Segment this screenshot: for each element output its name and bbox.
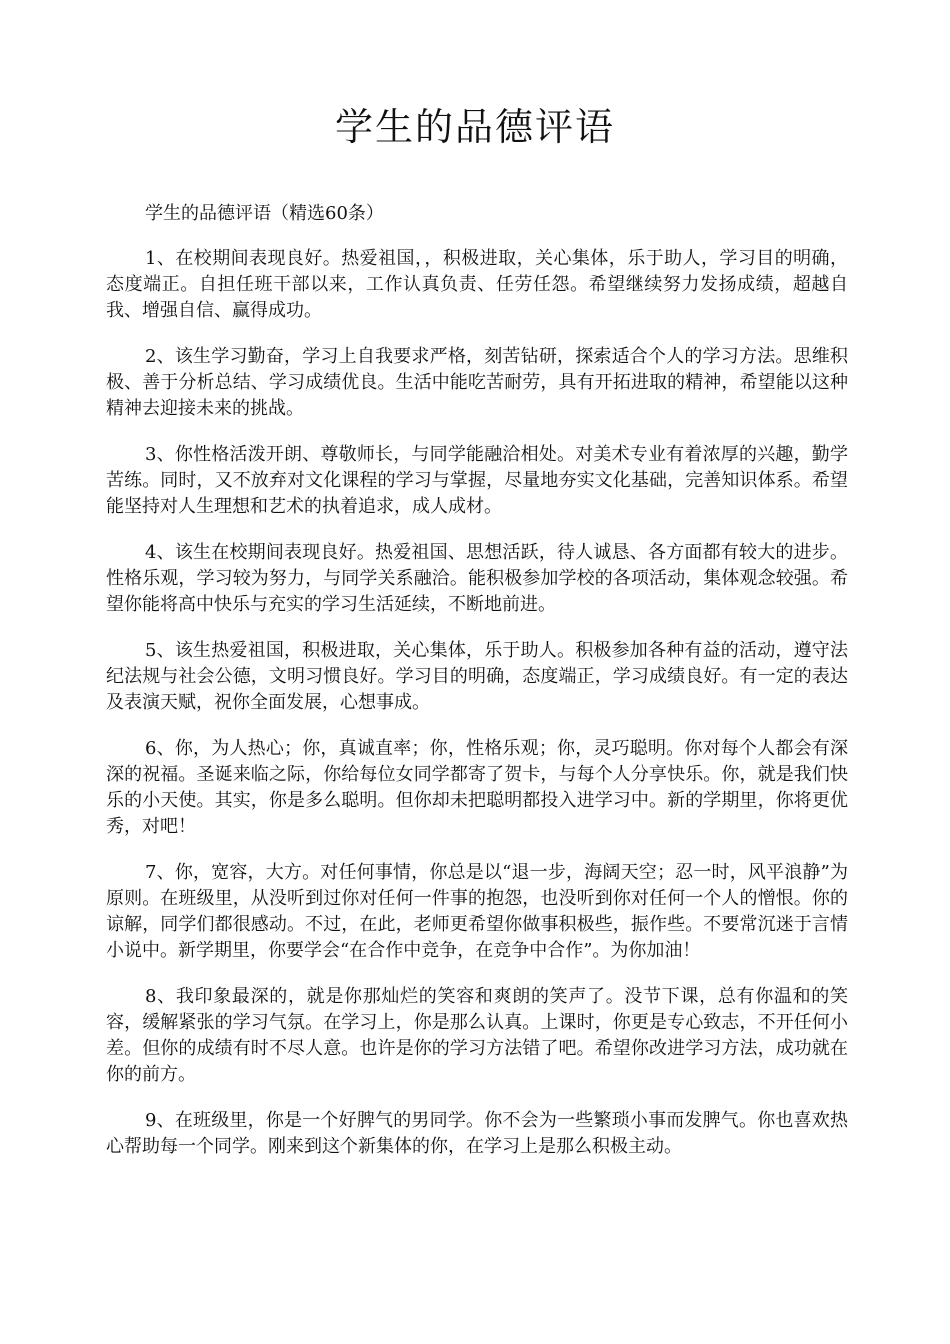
paragraph-2: 2、该生学习勤奋，学习上自我要求严格，刻苦钻研，探索适合个人的学习方法。思维积极、善于分析总结、学习成绩优良。生活中能吃苦耐劳，具有开拓进取的精神，希望能以这种精神去迎接未来的挑战。 [106,346,848,419]
document-body [106,246,848,1180]
paragraph-1: 1、在校期间表现良好。热爱祖国，，积极进取，关心集体，乐于助人，学习目的明确，态度端正。自担任班干部以来，工作认真负责、任劳任怨。希望继续努力发扬成绩，超越自我、增强自信、赢得成功。 [106,248,848,321]
paragraph-5: 5、该生热爱祖国，积极进取，关心集体，乐于助人。积极参加各种有益的活动，遵守法纪法规与社会公德，文明习惯良好。学习目的明确，态度端正，学习成绩良好。有一定的表达及表演天赋，祝你全面发展，心想事成。 [106,640,848,713]
paragraph-4: 4、该生在校期间表现良好。热爱祖国、思想活跃，待人诚恳、各方面都有较大的进步。性格乐观，学习较为努力，与同学关系融洽。能积极参加学校的各项活动，集体观念较强。希望你能将高中快乐与充实的学习生活延续，不断地前进。 [106,542,848,615]
paragraph-8: 8、我印象最深的，就是你那灿烂的笑容和爽朗的笑声了。没节下课，总有你温和的笑容，缓解紧张的学习气氛。在学习上，你是那么认真。上课时，你更是专心致志，不开任何小差。但你的成绩有时不尽人意。也许是你的学习方法错了吧。希望你改进学习方法，成功就在你的前方。 [106,986,848,1085]
paragraph-3: 3、你性格活泼开朗、尊敬师长，与同学能融洽相处。对美术专业有着浓厚的兴趣，勤学苦练。同时，又不放弃对文化课程的学习与掌握，尽量地夯实文化基础，完善知识体系。希望能坚持对人生理想和艺术的执着追求，成人成材。 [106,444,848,517]
document-subtitle: 学生的品德评语（精选60条） [145,203,384,224]
paragraph-7: 7、你，宽容，大方。对任何事情，你总是以“退一步，海阔天空；忍一时，风平浪静”为原则。在班级里，从没听到过你对任何一件事的抱怨，也没听到你对任何一个人的憎恨。你的谅解，同学们都很感动。不过，在此，老师更希望你做事积极些，振作些。不要常沉迷于言情小说中。新学期里，你要学会“在合作中竞争，在竞争中合作”。为你加油！ [106,862,848,961]
paragraph-9: 9、在班级里，你是一个好脾气的男同学。你不会为一些繁琐小事而发脾气。你也喜欢热心帮助每一个同学。刚来到这个新集体的你，在学习上是那么积极主动。 [106,1110,848,1157]
paragraph-6: 6、你，为人热心；你，真诚直率；你，性格乐观；你，灵巧聪明。你对每个人都会有深深的祝福。圣诞来临之际，你给每位女同学都寄了贺卡，与每个人分享快乐。你，就是我们快乐的小天使。其实，你是多么聪明。但你却未把聪明都投入进学习中。新的学期里，你将更优秀，对吧！ [106,738,848,837]
document-title: 学生的品德评语 [334,105,615,149]
